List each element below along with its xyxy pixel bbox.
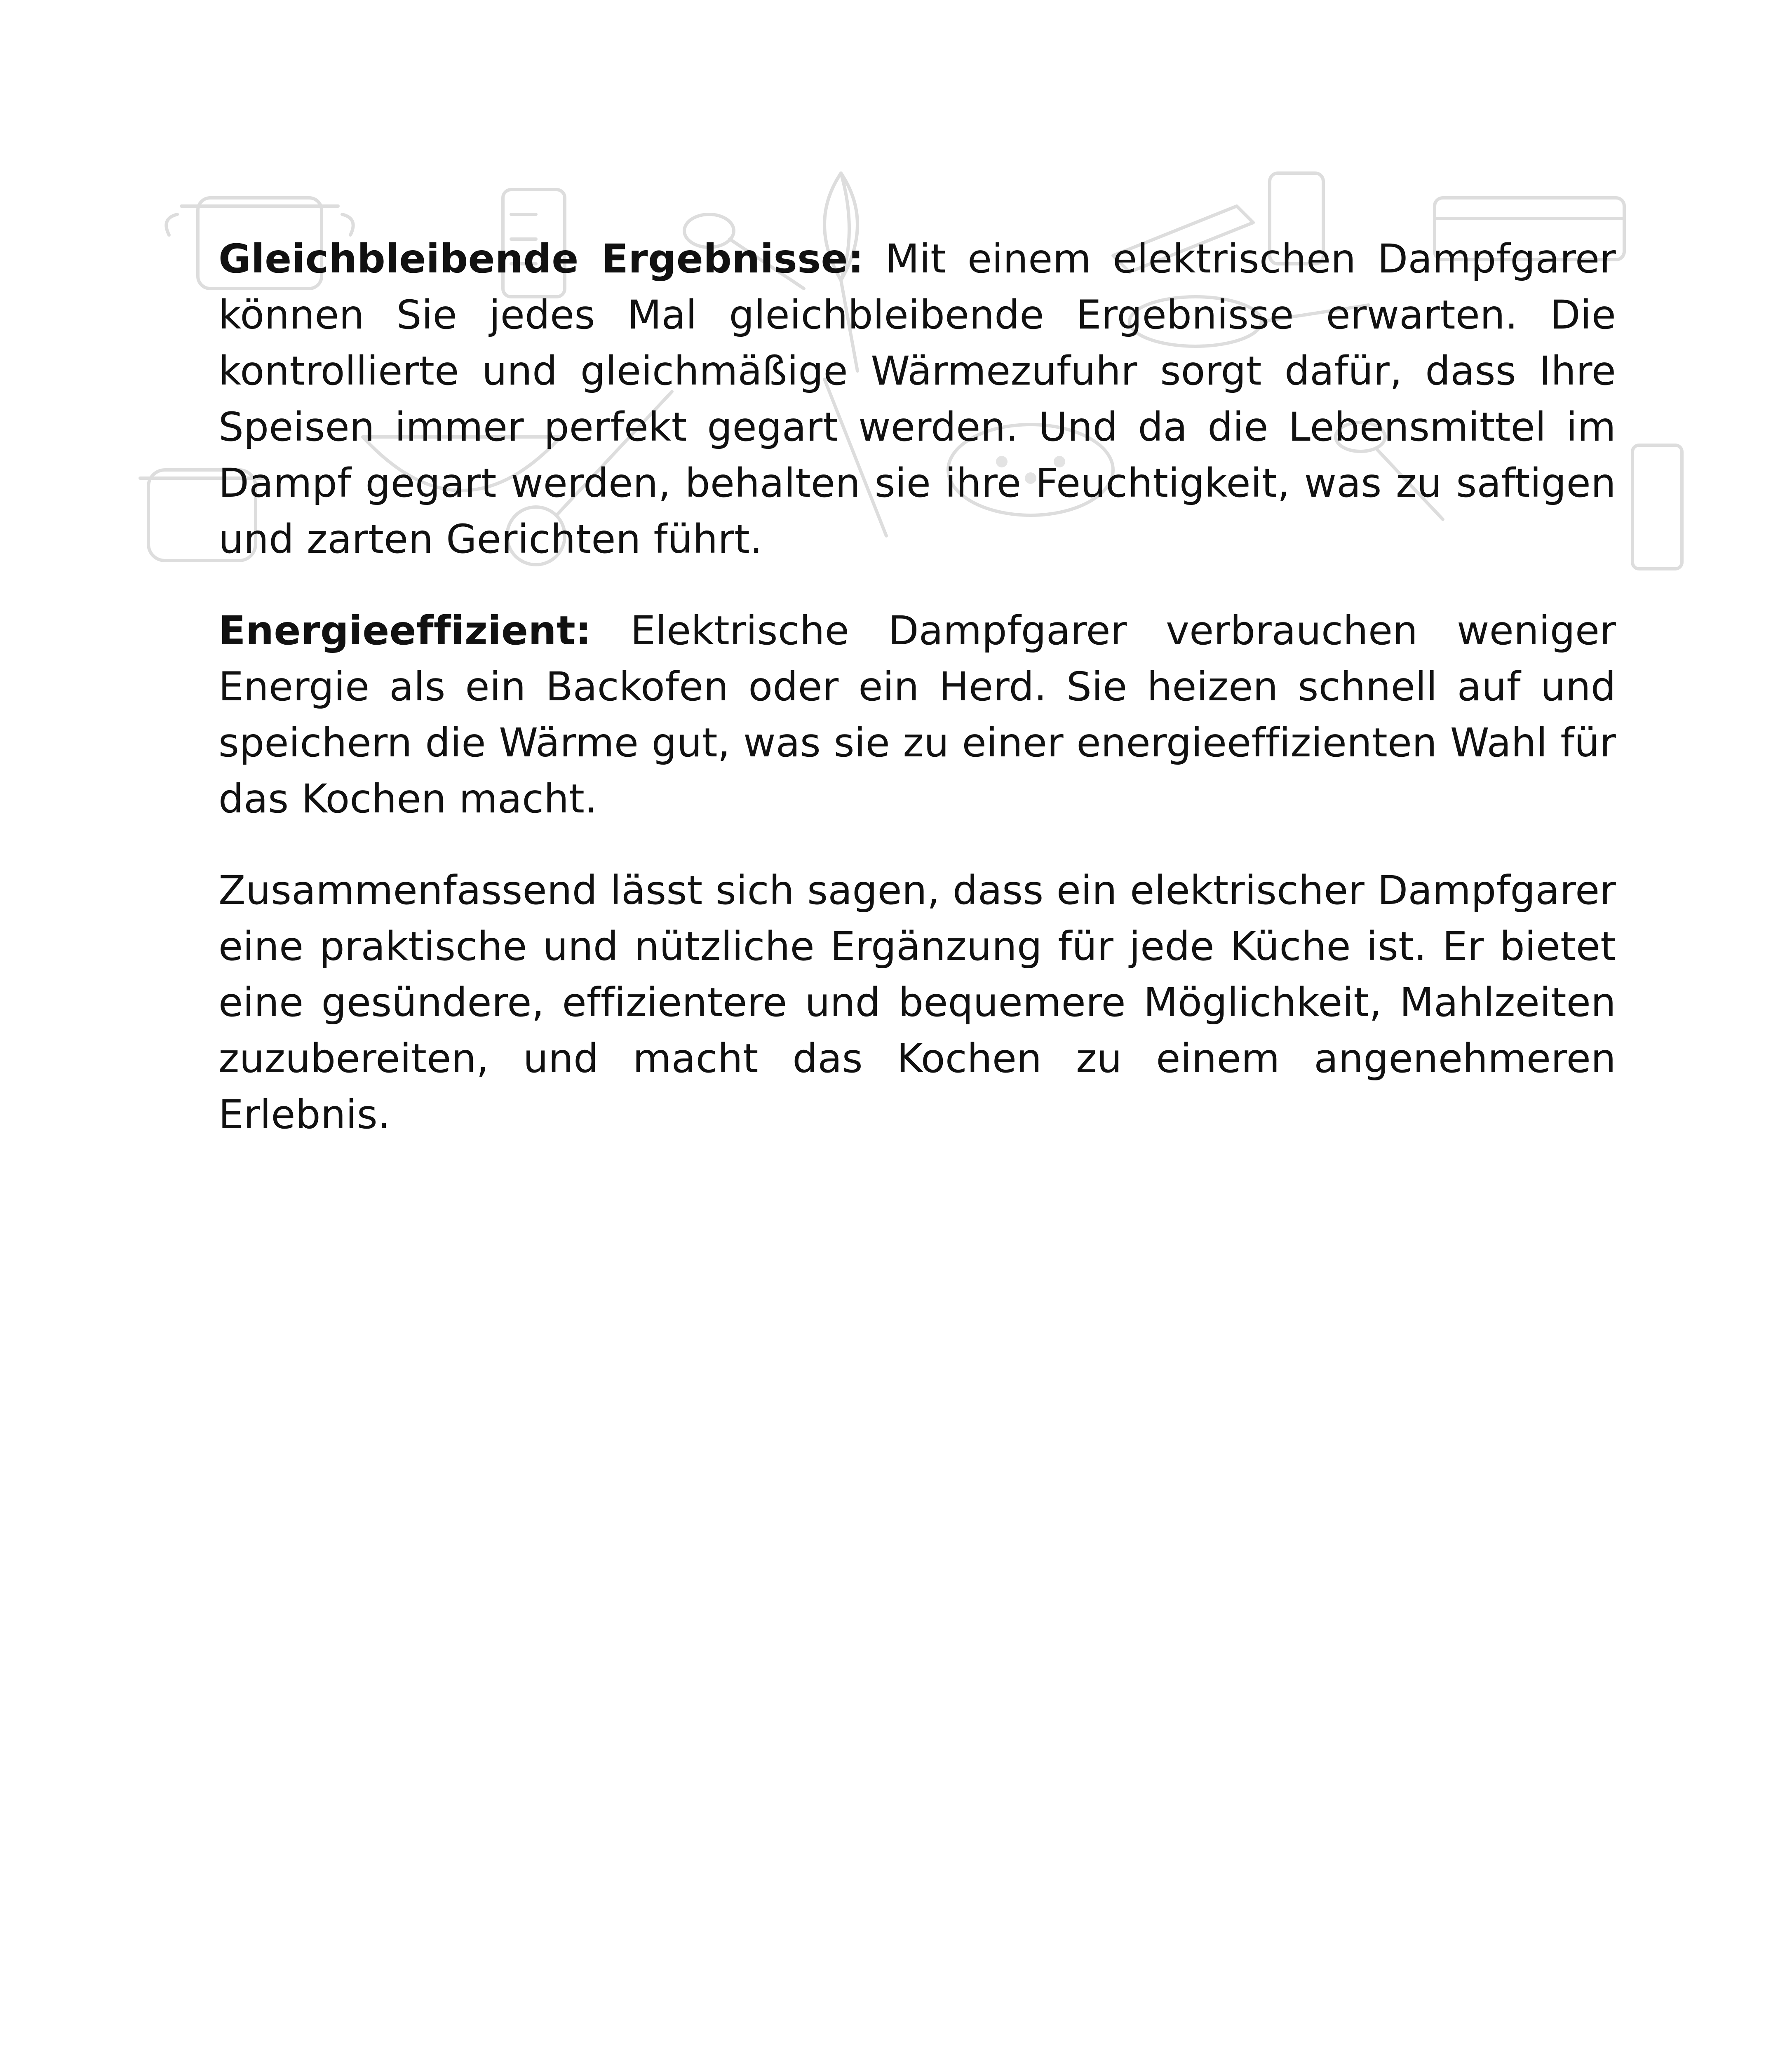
document-body	[218, 231, 1616, 1178]
paragraph-text: Zusammenfassend lässt sich sagen, dass ein elektrischer Dampfgarer eine praktische und nützliche Ergänzung für jede Küche ist. Er bietet eine gesündere, effizientere und bequemere Möglichkeit, Mahlzeiten zuzubereiten, und macht das Kochen zu einem angenehmeren Erlebnis.	[218, 867, 1616, 1138]
grater-icon	[1632, 445, 1682, 569]
paragraph-summary	[218, 862, 1616, 1143]
paragraph-heading: Gleichbleibende Ergebnisse:	[218, 236, 864, 282]
paragraph-consistent-results	[218, 231, 1616, 567]
paragraph-heading: Energieeffizient:	[218, 608, 592, 654]
paragraph-text: Mit einem elektrischen Dampfgarer können Sie jedes Mal gleichbleibende Ergebnisse erwarten. Die kontrollierte und gleichmäßige Wärmezufuhr sorgt dafür, dass Ihre Speisen immer perfekt gegart werden. Und da die Lebensmittel im Dampf gegart werden, behalten sie ihre Feuchtigkeit, was zu saftigen und zarten Gerichten führt.	[218, 236, 1616, 562]
paragraph-text: Elektrische Dampfgarer verbrauchen weniger Energie als ein Backofen oder ein Herd. Sie heizen schnell auf und speichern die Wärme gut, was sie zu einer energieeffizienten Wahl für das Kochen macht.	[218, 608, 1616, 822]
paragraph-energy-efficient	[218, 603, 1616, 827]
